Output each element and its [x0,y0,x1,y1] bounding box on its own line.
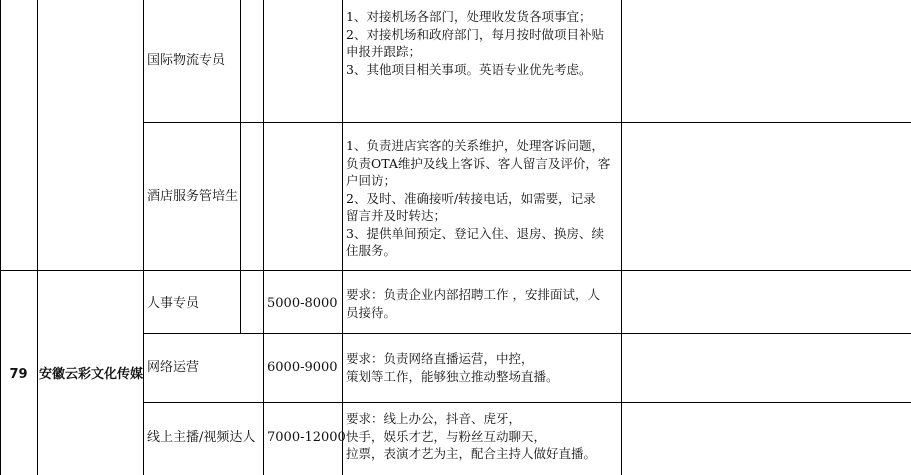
grid-line [0,270,911,271]
job-description [346,350,559,385]
job-description [346,137,610,260]
grid-line [263,0,264,475]
description-line: 户回访； [346,173,397,188]
company-name: 安徽云彩文化传媒 [39,367,144,382]
position-name: 线上主播/视频达人 [147,430,256,445]
position-name: 酒店服务管培生 [147,189,239,204]
grid-line [0,0,1,475]
job-description [346,410,596,463]
description-line: 要求：负责企业内部招聘工作 ，安排面试，人 [346,287,600,302]
description-line: 住服务。 [346,243,397,258]
salary-range: 7000-12000 [267,430,346,445]
grid-line [37,0,38,475]
description-line: 3、其他项目相关事项。英语专业优先考虑。 [346,61,592,77]
position-name: 人事专员 [147,296,200,311]
description-line: 1、对接机场各部门，处理收发货各项事宜； [346,9,592,24]
position-name: 网络运营 [147,360,200,375]
grid-line [143,0,144,475]
description-line: 员接待。 [346,304,397,320]
description-line: 申报并跟踪； [346,44,422,59]
company-number: 79 [9,367,28,382]
grid-line [342,0,343,475]
position-name: 国际物流专员 [147,53,226,68]
description-line: 2、对接机场和政府部门，每月按时做项目补贴 [346,26,604,42]
description-line: 负责OTA维护及线上客诉、客人留言及评价，客 [346,155,611,171]
description-line: 快手，娱乐才艺，与粉丝互动聊天， [346,428,547,444]
salary-range: 5000-8000 [267,296,338,311]
description-line: 拉票，表演才艺为主，配合主持人做好直播。 [346,446,597,461]
grid-line [240,0,241,333]
description-line: 2、及时、准确接听/转接电话，如需要，记录 [346,190,596,206]
description-line: 留言并及时转达； [346,208,447,223]
job-description [346,286,600,321]
description-line: 要求：负责网络直播运营，中控， [346,351,534,366]
description-line: 策划等工作，能够独立推动整场直播。 [346,368,559,384]
grid-line [143,333,911,334]
description-line: 要求：线上办公，抖音、虎牙， [346,411,522,426]
description-line: 3、提供单间预定、登记入住、退房、换房、续 [346,225,604,241]
job-description [346,8,604,78]
salary-range: 6000-9000 [267,360,338,375]
grid-line [143,122,911,123]
description-line: 1、负责进店宾客的关系维护，处理客诉问题， [346,138,604,153]
grid-line [143,402,911,403]
grid-line [621,0,622,475]
